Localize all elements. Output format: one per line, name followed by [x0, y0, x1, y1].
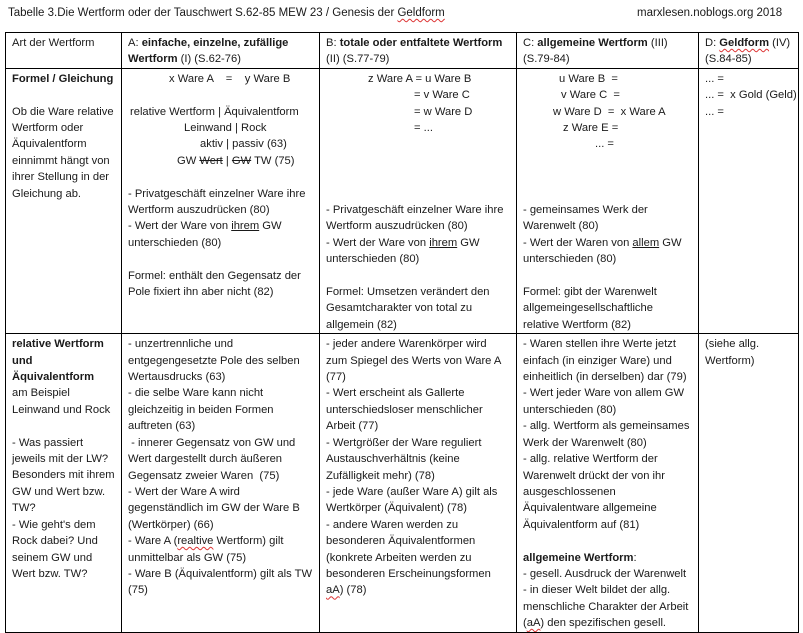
document-title	[8, 7, 445, 19]
item-part: Wertform) gilt unmittelbar als GW (75)	[128, 535, 284, 564]
question-text: - Was passiert jeweils mit der LW? Besonders mit ihrem GW und Wert bzw. TW?	[12, 436, 115, 515]
subheading-bold: allgemeine Wertform	[523, 551, 634, 564]
header-row	[6, 33, 799, 69]
subheading-colon: :	[633, 551, 637, 564]
list-item	[523, 615, 692, 631]
note-underline: allem	[632, 236, 660, 249]
item-part: - andere Waren werden zu besonderen Äquivalentformen (konkrete Arbeiten werden zu besonderen Erscheinungsformen	[326, 518, 491, 580]
note-text: - Privatgeschäft einzelner Ware ihre Wertform auszudrücken (80)	[326, 204, 504, 233]
note-text	[128, 218, 313, 251]
item-misspelled: aA	[526, 617, 541, 630]
note-text: - Privatgeschäft einzelner Ware ihre Wertform auszudrücken (80)	[128, 187, 306, 217]
header-bold: totale oder entfaltete Wertform	[339, 37, 503, 49]
subheading	[523, 550, 692, 566]
equation-line: ... = x Gold (Geld)	[705, 89, 797, 102]
cell-formel-d	[699, 68, 799, 333]
equation-line: Leinwand | Rock	[184, 122, 267, 135]
note-part: GW unterschieden (80)	[326, 236, 480, 266]
header-cell-b	[320, 33, 517, 69]
equation-line: relative Wertform | Äquivalentform	[130, 105, 299, 118]
note-underline: ihrem	[429, 236, 458, 249]
equation-line: ... =	[595, 138, 614, 151]
equation-line: z Ware E =	[563, 122, 619, 135]
formel-note: Formel: gibt der Warenwelt allgemeingesellschaftliche relative Wertform (82)	[523, 286, 657, 331]
item-part: ) den spezifischen gesell.	[540, 617, 667, 630]
list-item	[128, 533, 313, 566]
header-cell-d	[699, 33, 799, 69]
item-part: ) (78)	[339, 584, 367, 597]
header-prefix: D:	[705, 37, 720, 49]
equation-line: ... =	[705, 72, 724, 85]
header-cell-c	[517, 33, 699, 69]
item-misspelled: aA	[326, 584, 340, 597]
equation-line	[177, 153, 320, 169]
eq-strike: Wert	[199, 154, 223, 167]
header-prefix: A:	[128, 37, 142, 49]
header-cell-a	[122, 33, 320, 69]
note-part: GW unterschieden (80)	[128, 220, 282, 249]
header-prefix: B:	[326, 37, 340, 49]
cell-relative-a	[122, 334, 320, 632]
formel-note: Formel: Umsetzen verändert den Gesamtcharakter von total zu allgemein (82)	[326, 286, 490, 331]
row-label-bold: relative Wertform und Äquivalentform	[12, 338, 104, 384]
equation-line: aktiv | passiv (63)	[200, 138, 287, 151]
list-item: - jeder andere Warenkörper wird zum Spiegel des Werts von Ware A (77)	[326, 338, 501, 384]
row-relative-wertform	[6, 334, 799, 632]
note-underline: ihrem	[231, 220, 260, 233]
row-label-text: Ob die Ware relative Wertform oder Äquivalentform einnimmt hängt von ihrer Stellung in der Gleichung ab.	[12, 105, 114, 200]
eq-part: TW (75)	[251, 154, 295, 167]
note-text	[523, 235, 692, 268]
row-label-text: am Beispiel Leinwand und Rock	[12, 387, 111, 416]
note-part: - Wert der Ware von	[326, 236, 430, 249]
header-suffix: (IV) (S.84-85)	[705, 37, 791, 66]
item-misspelled: realtive	[177, 535, 214, 548]
title-word-geldform: Geldform	[397, 7, 445, 19]
row-formel	[6, 68, 799, 333]
note-part: - Wert der Waren von	[523, 236, 633, 249]
equation-line: u Ware B =	[559, 72, 618, 85]
header-suffix: (I) (S.62-76)	[177, 53, 241, 66]
equation-line: x Ware A = y Ware B	[169, 72, 291, 85]
row-label-relative	[6, 334, 122, 632]
cell-formel-c	[517, 68, 699, 333]
list-item: - Wert erscheint als Gallerte unterschiedsloser menschlicher Arbeit (77)	[326, 387, 483, 433]
equation-line: ... =	[705, 105, 724, 118]
equation-line: z Ware A = u Ware B	[368, 72, 472, 85]
list-item: - innerer Gegensatz von GW und Wert dargestellt durch äußeren Gegensatz zweier Waren (75)	[128, 436, 299, 482]
equation-line: w Ware D = x Ware A	[553, 105, 666, 118]
row-label-bold: Formel / Gleichung	[12, 72, 114, 85]
item-part: - Ware A (	[128, 535, 178, 548]
cell-text: (siehe allg. Wertform)	[705, 338, 760, 367]
cell-relative-b	[320, 334, 517, 632]
note-text	[326, 235, 510, 268]
list-item: - Ware B (Äquivalentform) gilt als TW (75)	[128, 567, 313, 597]
wertform-table	[5, 32, 799, 633]
cell-relative-d	[699, 334, 799, 632]
list-item: - gesell. Ausdruck der Warenwelt	[523, 567, 687, 580]
question-text: - Wie geht's dem Rock dabei? Und seinem GW und Wert bzw. TW?	[12, 518, 98, 580]
list-item: - Waren stellen ihre Werte jetzt einfach (in einziger Ware) und einheitlich (in derselben) dar (79)	[523, 338, 687, 384]
list-item: - in dieser Welt bildet der allg. menschliche Charakter der Arbeit	[523, 584, 689, 613]
eq-part: GW	[177, 154, 200, 167]
equation-line: = v Ware C	[414, 89, 470, 102]
list-item: - Wertgrößer der Ware reguliert Austauschverhältnis (keine Zufälligkeit mehr) (78)	[326, 436, 482, 482]
list-item	[326, 517, 510, 599]
row-label-formel	[6, 68, 122, 333]
title-text: Tabelle 3.Die Wertform oder der Tauschwert S.62-85 MEW 23 / Genesis der	[8, 7, 398, 19]
list-item: - allg. Wertform als gemeinsames Werk der Warenwelt (80)	[523, 420, 690, 449]
header-cell-art	[6, 33, 122, 69]
list-item: - die selbe Ware kann nicht gleichzeitig in beiden Formen auftreten (63)	[128, 387, 274, 433]
formel-note: Formel: enthält den Gegensatz der Pole fixiert ihn aber nicht (82)	[128, 269, 301, 299]
note-part: GW unterschieden (80)	[523, 236, 682, 266]
eq-part: |	[222, 154, 232, 167]
header-bold: Geldform	[719, 37, 770, 49]
note-part: - Wert der Ware von	[128, 220, 232, 233]
equation-line: = w Ware D	[414, 105, 473, 118]
header-label: Art der Wertform	[12, 37, 95, 49]
equation-line: = ...	[414, 122, 433, 135]
cell-formel-b	[320, 68, 517, 333]
header-bold: einfache, einzelne, zufällige Wertform	[128, 37, 289, 66]
list-item: - unzertrennliche und entgegengesetzte Pole des selben Wertausdrucks (63)	[128, 338, 300, 384]
list-item: - Wert jeder Ware von allem GW unterschieden (80)	[523, 387, 685, 416]
item-part: (	[523, 617, 527, 630]
cell-formel-a	[122, 68, 320, 333]
header-bold: allgemeine Wertform	[537, 37, 648, 49]
list-item: - allg. relative Wertform der Warenwelt drückt der von ihr ausgeschlossenen Äquivalentware allgemeine Äquivalentform auf (81)	[523, 453, 665, 531]
equation-line: v Ware C =	[561, 89, 620, 102]
eq-strike: GW	[231, 154, 252, 167]
cell-relative-c	[517, 334, 699, 632]
header-suffix: (III) (S.79-84)	[523, 37, 668, 66]
header-suffix: (II) (S.77-79)	[326, 53, 390, 66]
list-item: - jede Ware (außer Ware A) gilt als Wertkörper (Äquivalent) (78)	[326, 485, 498, 515]
header-prefix: C:	[523, 37, 538, 49]
list-item: - Wert der Ware A wird gegenständlich im GW der Ware B (Wertkörper) (66)	[128, 485, 300, 531]
site-label: marxlesen.noblogs.org 2018	[637, 7, 783, 19]
note-text: - gemeinsames Werk der Warenwelt (80)	[523, 204, 648, 233]
